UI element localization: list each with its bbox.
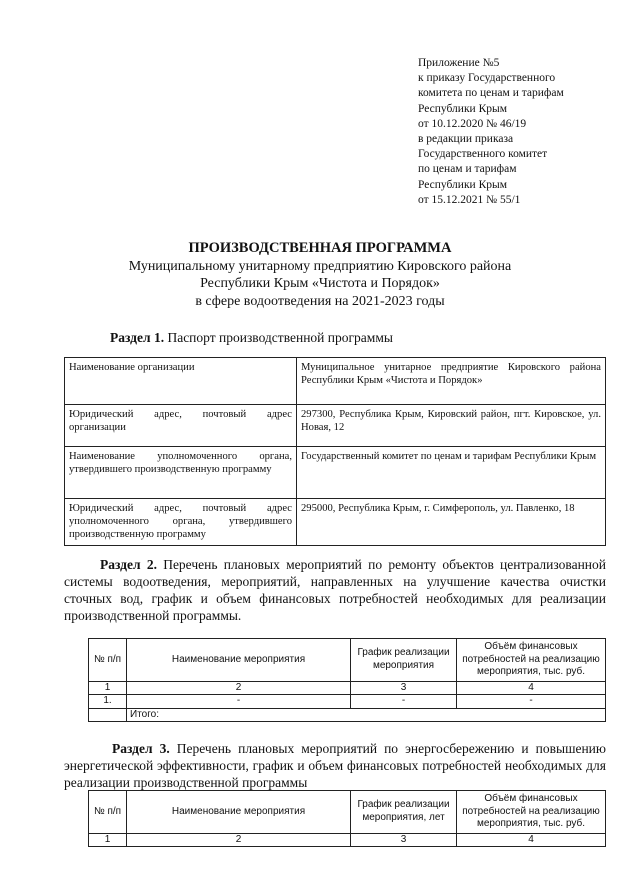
table-cell: 1. (89, 695, 127, 709)
column-header: Наименование мероприятия (127, 639, 351, 682)
annex-line: от 15.12.2021 № 55/1 (418, 193, 521, 206)
passport-label: Юридический адрес, почтовый адрес организации (65, 405, 297, 447)
annex-line: от 10.12.2020 № 46/19 (418, 117, 527, 130)
annex-line: комитета по ценам и тарифам (418, 87, 564, 100)
table-total-row (89, 708, 606, 722)
table-row (89, 681, 606, 695)
annex-line: в редакции приказа (418, 133, 514, 146)
table-row (65, 499, 606, 546)
table-row (89, 833, 606, 847)
section3-text: Перечень плановых мероприятий по энергосбережению и повышению энергетической эффективности, график и объем финансовых потребностей необходимых для реализации производственной программы (64, 741, 606, 790)
annex-line: Республики Крым (418, 102, 507, 115)
annex-line: Государственного комитет (418, 148, 548, 161)
column-header: № п/п (89, 639, 127, 682)
column-number: 1 (89, 681, 127, 695)
passport-value: 297300, Республика Крым, Кировский район, пгт. Кировское, ул. Новая, 12 (297, 405, 606, 447)
table-row (89, 695, 606, 709)
column-number: 3 (351, 681, 457, 695)
table-section3 (88, 790, 606, 847)
column-header: № п/п (89, 791, 127, 834)
table-cell: - (127, 695, 351, 709)
document-title (0, 240, 640, 310)
column-header: Наименование мероприятия (127, 791, 351, 834)
title-line: Республики Крым «Чистота и Порядок» (200, 276, 440, 291)
column-number: 2 (127, 681, 351, 695)
table-cell (89, 708, 127, 722)
column-header: Объём финансовых потребностей на реализацию мероприятия, тыс. руб. (457, 639, 606, 682)
annex-header (418, 56, 564, 208)
title-line: в сфере водоотведения на 2021-2023 годы (195, 293, 445, 309)
passport-label: Наименование организации (65, 358, 297, 405)
section3-paragraph (64, 740, 606, 791)
table-row (65, 358, 606, 405)
passport-value: 295000, Республика Крым, г. Симферополь, ул. Павленко, 18 (297, 499, 606, 546)
column-header: Объём финансовых потребностей на реализацию мероприятия, тыс. руб. (457, 791, 606, 834)
column-header: График реализации мероприятия, лет (351, 791, 457, 834)
section3-label: Раздел 3. (112, 741, 170, 756)
table-header-row (89, 791, 606, 834)
column-number: 2 (127, 833, 351, 847)
annex-line: к приказу Государственного (418, 72, 556, 85)
annex-line: Республики Крым (418, 178, 507, 191)
table-header-row (89, 639, 606, 682)
table-section2 (88, 638, 606, 722)
column-number: 3 (351, 833, 457, 847)
total-label: Итого: (127, 708, 606, 722)
passport-label: Наименование уполномоченного органа, утвердившего производственную программу (65, 447, 297, 499)
annex-line: по ценам и тарифам (418, 163, 517, 176)
column-number: 4 (457, 833, 606, 847)
annex-line: Приложение №5 (418, 57, 500, 69)
passport-value: Государственный комитет по ценам и тарифам Республики Крым (297, 447, 606, 499)
title-main: ПРОИЗВОДСТВЕННАЯ ПРОГРАММА (188, 240, 452, 256)
section2-text: Перечень плановых мероприятий по ремонту объектов централизованной системы водоотведения, мероприятий, направленных на улучшение качества очистки сточных вод, график и объем финансовых потребностей необходимых для реализации производственной программы. (64, 557, 607, 623)
passport-value: Муниципальное унитарное предприятие Кировского района Республики Крым «Чистота и Порядок» (297, 358, 606, 405)
column-header: График реализации мероприятия (351, 639, 457, 682)
section1-label: Раздел 1. (110, 330, 165, 345)
section2-label: Раздел 2. (100, 557, 157, 572)
section2-paragraph (64, 556, 606, 624)
passport-label: Юридический адрес, почтовый адрес уполномоченного органа, утвердившего производственную программу (65, 499, 297, 546)
passport-table (64, 357, 606, 546)
table-row (65, 447, 606, 499)
table-cell: - (351, 695, 457, 709)
section1-heading (110, 330, 393, 346)
section1-text: Паспорт производственной программы (164, 330, 393, 345)
title-line: Муниципальному унитарному предприятию Кировского района (128, 258, 512, 274)
table-row (65, 405, 606, 447)
table-cell: - (457, 695, 606, 709)
column-number: 1 (89, 833, 127, 847)
column-number: 4 (457, 681, 606, 695)
